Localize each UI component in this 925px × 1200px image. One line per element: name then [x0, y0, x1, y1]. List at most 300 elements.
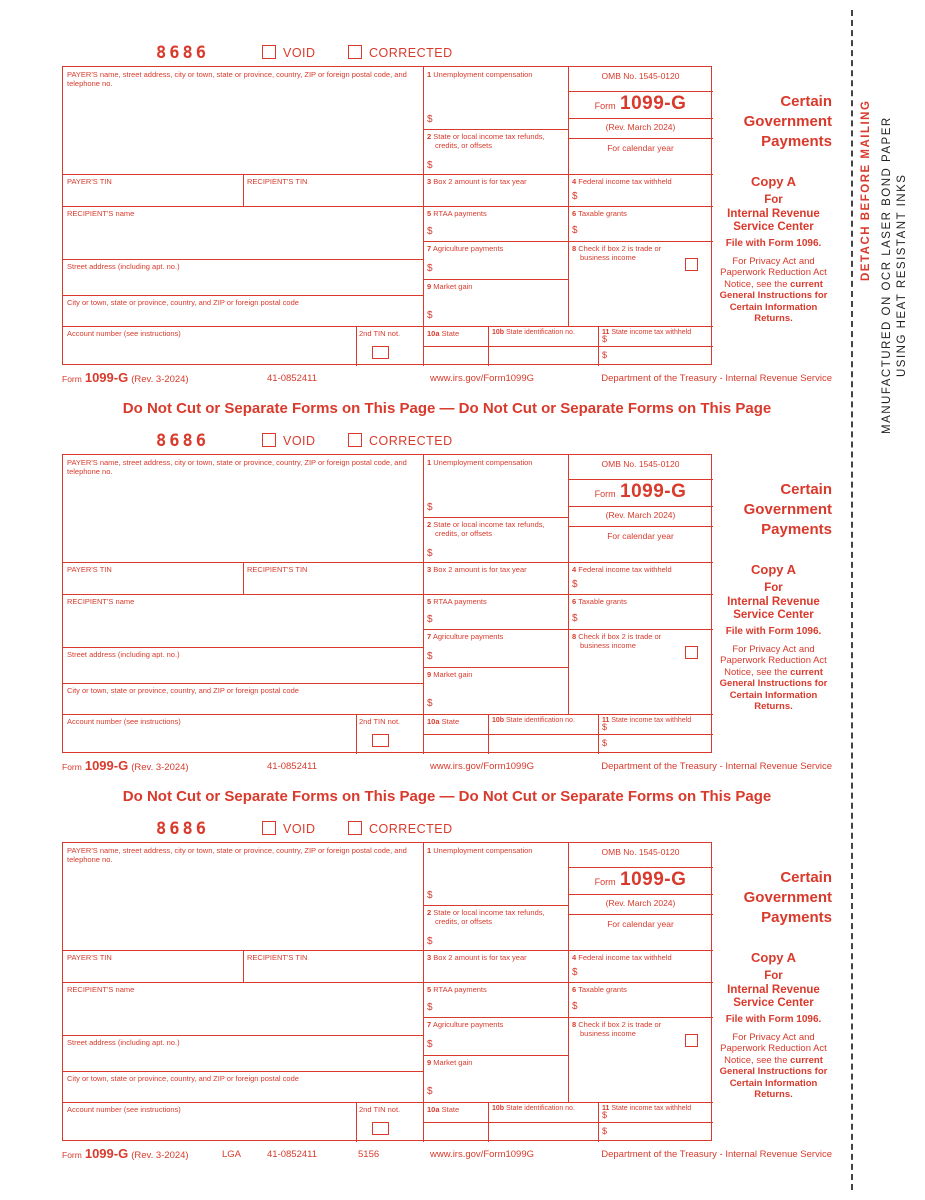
form-grid [62, 66, 712, 365]
copy-destination [715, 970, 832, 1011]
form-footer [62, 1144, 832, 1163]
box9-label [427, 282, 565, 291]
box9-number: 9 [427, 1058, 432, 1067]
grid-line [63, 1102, 713, 1103]
footer-catalog-number: 41-0852411 [267, 373, 318, 384]
footer-irs-url: www.irs.gov/Form1099G [430, 761, 535, 772]
form-number-block [569, 479, 712, 507]
box5-label [427, 209, 565, 218]
grid-line [63, 714, 713, 715]
box4-label [572, 177, 710, 186]
box1-dollar-sign: $ [427, 890, 433, 901]
form-1099g-copy [62, 42, 832, 387]
form-footer [62, 368, 832, 387]
box11-dollar-sign-1: $ [602, 722, 608, 732]
form-title: Certain Government Payments [743, 869, 832, 926]
box1-text: Unemployment compensation [433, 70, 533, 79]
box6-label [572, 597, 710, 606]
omb-number: OMB No. 1545-0120 [601, 71, 680, 81]
box10b-label [492, 329, 596, 338]
grid-line [423, 279, 568, 280]
box2-label [427, 520, 561, 539]
box5-dollar-sign: $ [427, 614, 433, 625]
footer-department: Department of the Treasury - Internal Revenue Service [601, 373, 832, 384]
box3-label [427, 565, 565, 574]
footer-form-id [62, 370, 189, 385]
corrected-checkbox[interactable] [348, 433, 362, 447]
box3-number: 3 [427, 953, 432, 962]
grid-line [63, 562, 713, 563]
manufactured-text-line1: MANUFACTURED ON OCR LASER BOND PAPER [881, 116, 893, 434]
box10a-text: State [441, 1105, 460, 1114]
box8-number: 8 [572, 1020, 577, 1029]
footer-catalog-number: 41-0852411 [267, 761, 318, 772]
void-checkbox[interactable] [262, 433, 276, 447]
payer-tin-label: PAYER'S TIN [67, 565, 112, 574]
city-label: City or town, state or province, country, and ZIP or foreign postal code [67, 298, 299, 307]
detach-before-mailing-text: DETACH BEFORE MAILING [860, 99, 872, 281]
box4-label [572, 565, 710, 574]
void-checkbox[interactable] [262, 45, 276, 59]
privacy-text: For Privacy Act and Paperwork Reduction Act Notice, see the [720, 256, 827, 290]
box9-label [427, 670, 565, 679]
copy-irs-line2: Service Center [733, 609, 814, 622]
form-footer [62, 756, 832, 775]
grid-line [423, 455, 424, 754]
box9-number: 9 [427, 282, 432, 291]
void-label: VOID [283, 822, 316, 836]
box2-text: State or local income tax refunds, credits, or offsets [433, 908, 545, 927]
box9-dollar-sign: $ [427, 310, 433, 321]
box10a-number: 10a [427, 1105, 440, 1114]
grid-line [423, 346, 713, 347]
grid-line [356, 714, 357, 754]
form-word: Form [594, 101, 616, 111]
grid-line [63, 683, 423, 684]
do-not-cut-separator: Do Not Cut or Separate Forms on This Page — Do Not Cut or Separate Forms on This Page [122, 788, 772, 805]
right-margin-column [715, 454, 832, 753]
box4-text: Federal income tax withheld [578, 953, 672, 962]
box10b-text: State identification no. [506, 1105, 575, 1112]
form-scan-code: 8686 [156, 43, 209, 63]
box6-dollar-sign: $ [572, 613, 578, 624]
copy-irs-line2: Service Center [733, 997, 814, 1010]
do-not-cut-separator: Do Not Cut or Separate Forms on This Page — Do Not Cut or Separate Forms on This Page [122, 400, 772, 417]
box5-number: 5 [427, 209, 432, 218]
second-tin-checkbox[interactable] [372, 734, 389, 747]
grid-line [423, 67, 424, 366]
footer-catalog-number: 41-0852411 [267, 1149, 318, 1160]
privacy-act-notice [715, 256, 832, 324]
box10b-text: State identification no. [506, 329, 575, 336]
box1-number: 1 [427, 70, 432, 79]
void-label: VOID [283, 46, 316, 60]
grid-line [598, 326, 599, 366]
street-address-label: Street address (including apt. no.) [67, 1038, 180, 1047]
box4-dollar-sign: $ [572, 967, 578, 978]
box5-text: RTAA payments [433, 209, 487, 218]
account-number-label: Account number (see instructions) [67, 329, 181, 338]
file-with-1096: File with Form 1096. [725, 626, 822, 637]
second-tin-checkbox[interactable] [372, 1122, 389, 1135]
right-margin-column [715, 66, 832, 365]
privacy-act-notice [715, 644, 832, 712]
box6-text: Taxable grants [578, 597, 627, 606]
footer-form-word: Form [62, 762, 82, 772]
form-1099g-copy [62, 818, 832, 1163]
footer-code-right: 5156 [358, 1149, 380, 1160]
grid-line [63, 950, 713, 951]
box3-label [427, 177, 565, 186]
box4-label [572, 953, 710, 962]
box5-label [427, 597, 565, 606]
grid-line [423, 905, 568, 906]
footer-form-id [62, 1146, 189, 1161]
copy-irs-line2: Service Center [733, 221, 814, 234]
box8-checkbox[interactable] [685, 258, 698, 271]
copy-destination [715, 194, 832, 235]
box7-label [427, 244, 565, 253]
box10a-number: 10a [427, 329, 440, 338]
box3-text: Box 2 amount is for tax year [433, 565, 527, 574]
form-number: 1099-G [620, 481, 687, 502]
corrected-checkbox[interactable] [348, 821, 362, 835]
grid-line [63, 174, 713, 175]
copy-irs-line1: Internal Revenue [727, 207, 820, 220]
footer-irs-url: www.irs.gov/Form1099G [430, 1149, 535, 1160]
form-title: Certain Government Payments [743, 93, 832, 150]
second-tin-label: 2nd TIN not. [359, 329, 401, 338]
box9-dollar-sign: $ [427, 698, 433, 709]
box8-number: 8 [572, 244, 577, 253]
box5-text: RTAA payments [433, 985, 487, 994]
grid-line [423, 517, 568, 518]
box4-dollar-sign: $ [572, 579, 578, 590]
right-margin-column [715, 842, 832, 1141]
grid-line [423, 843, 424, 1142]
box5-text: RTAA payments [433, 597, 487, 606]
box3-label [427, 953, 565, 962]
city-label: City or town, state or province, country, and ZIP or foreign postal code [67, 1074, 299, 1083]
box2-label [427, 132, 561, 151]
copy-irs-line1: Internal Revenue [727, 595, 820, 608]
footer-department: Department of the Treasury - Internal Revenue Service [601, 761, 832, 772]
grid-line [488, 714, 489, 754]
copy-irs-line1: Internal Revenue [727, 983, 820, 996]
copy-for-word: For [764, 970, 783, 982]
box9-dollar-sign: $ [427, 1086, 433, 1097]
box10b-text: State identification no. [506, 717, 575, 724]
box5-dollar-sign: $ [427, 226, 433, 237]
second-tin-label: 2nd TIN not. [359, 1105, 401, 1114]
box1-number: 1 [427, 846, 432, 855]
box10b-label [492, 717, 596, 726]
box2-text: State or local income tax refunds, credits, or offsets [433, 132, 545, 151]
grid-line [63, 1035, 423, 1036]
footer-form-id [62, 758, 189, 773]
file-with-1096: File with Form 1096. [725, 238, 822, 249]
box3-number: 3 [427, 565, 432, 574]
second-tin-checkbox[interactable] [372, 346, 389, 359]
street-address-label: Street address (including apt. no.) [67, 262, 180, 271]
box7-label [427, 632, 565, 641]
box10a-label [427, 1105, 485, 1114]
corrected-label: CORRECTED [369, 46, 453, 60]
box2-number: 2 [427, 908, 432, 917]
box4-number: 4 [572, 177, 577, 186]
privacy-text: For Privacy Act and Paperwork Reduction Act Notice, see the [720, 644, 827, 678]
privacy-bold-text: current General Instructions for Certain Information Returns. [719, 666, 828, 712]
box8-checkbox[interactable] [685, 646, 698, 659]
privacy-text: For Privacy Act and Paperwork Reduction Act Notice, see the [720, 1032, 827, 1066]
footer-form-word: Form [62, 374, 82, 384]
grid-line [243, 950, 244, 982]
box11-label [602, 1105, 710, 1114]
grid-line [568, 138, 713, 139]
revision-date: (Rev. March 2024) [605, 510, 676, 520]
box6-label [572, 985, 710, 994]
box1-number: 1 [427, 458, 432, 467]
box11-number: 11 [602, 1105, 610, 1112]
form-word: Form [594, 877, 616, 887]
box7-dollar-sign: $ [427, 1039, 433, 1050]
grid-line [63, 326, 713, 327]
box11-label [602, 717, 710, 726]
box11-dollar-sign-2: $ [602, 350, 608, 360]
box7-number: 7 [427, 244, 432, 253]
box4-text: Federal income tax withheld [578, 177, 672, 186]
account-number-label: Account number (see instructions) [67, 717, 181, 726]
box9-text: Market gain [433, 670, 473, 679]
box7-number: 7 [427, 632, 432, 641]
box2-number: 2 [427, 520, 432, 529]
box5-number: 5 [427, 985, 432, 994]
box7-dollar-sign: $ [427, 263, 433, 274]
form-grid [62, 454, 712, 753]
footer-revision: (Rev. 3-2024) [131, 374, 189, 385]
corrected-label: CORRECTED [369, 822, 453, 836]
box1-text: Unemployment compensation [433, 458, 533, 467]
privacy-act-notice [715, 1032, 832, 1100]
box10b-label [492, 1105, 596, 1114]
copy-for-word: For [764, 194, 783, 206]
footer-code-left: LGA [222, 1149, 242, 1160]
form-number: 1099-G [620, 93, 687, 114]
box11-text: State income tax withheld [611, 329, 692, 336]
box6-number: 6 [572, 985, 577, 994]
footer-revision: (Rev. 3-2024) [131, 762, 189, 773]
box8-text: Check if box 2 is trade or business income [578, 632, 662, 651]
box9-text: Market gain [433, 282, 473, 291]
box2-dollar-sign: $ [427, 936, 433, 947]
box2-dollar-sign: $ [427, 160, 433, 171]
grid-line [423, 1055, 568, 1056]
grid-line [598, 1102, 599, 1142]
grid-line [423, 734, 713, 735]
footer-form-word: Form [62, 1150, 82, 1160]
box1-label [427, 846, 565, 855]
calendar-year-label: For calendar year [607, 919, 674, 929]
city-label: City or town, state or province, country, and ZIP or foreign postal code [67, 686, 299, 695]
box9-text: Market gain [433, 1058, 473, 1067]
grid-line [63, 295, 423, 296]
void-checkbox[interactable] [262, 821, 276, 835]
box3-text: Box 2 amount is for tax year [433, 953, 527, 962]
box10a-text: State [441, 717, 460, 726]
form-number: 1099-G [620, 869, 687, 890]
box6-number: 6 [572, 209, 577, 218]
box11-dollar-sign-2: $ [602, 738, 608, 748]
grid-line [423, 667, 568, 668]
second-tin-label: 2nd TIN not. [359, 717, 401, 726]
corrected-label: CORRECTED [369, 434, 453, 448]
box10b-number: 10b [492, 1105, 505, 1112]
box7-text: Agriculture payments [432, 1020, 504, 1029]
recipient-name-label: RECIPIENT'S name [67, 985, 135, 994]
form-grid [62, 842, 712, 1141]
box7-label [427, 1020, 565, 1029]
box11-label [602, 329, 710, 338]
form-1099g-copy [62, 430, 832, 775]
box8-label [572, 632, 678, 651]
manufactured-text-line2: USING HEAT RESISTANT INKS [896, 173, 908, 377]
recipient-name-label: RECIPIENT'S name [67, 209, 135, 218]
box8-checkbox[interactable] [685, 1034, 698, 1047]
box11-number: 11 [602, 329, 610, 336]
grid-line [423, 129, 568, 130]
copy-for-word: For [764, 582, 783, 594]
box6-dollar-sign: $ [572, 225, 578, 236]
payer-tin-label: PAYER'S TIN [67, 953, 112, 962]
box10a-number: 10a [427, 717, 440, 726]
grid-line [568, 526, 713, 527]
box9-label [427, 1058, 565, 1067]
box9-number: 9 [427, 670, 432, 679]
form-number-block [569, 867, 712, 895]
revision-date: (Rev. March 2024) [605, 898, 676, 908]
box8-text: Check if box 2 is trade or business income [578, 1020, 662, 1039]
form-title: Certain Government Payments [743, 481, 832, 538]
calendar-year-label: For calendar year [607, 531, 674, 541]
footer-revision: (Rev. 3-2024) [131, 1150, 189, 1161]
footer-department: Department of the Treasury - Internal Revenue Service [601, 1149, 832, 1160]
footer-form-number: 1099-G [84, 370, 129, 385]
box8-label [572, 244, 678, 263]
box4-number: 4 [572, 565, 577, 574]
omb-number: OMB No. 1545-0120 [601, 847, 680, 857]
corrected-checkbox[interactable] [348, 45, 362, 59]
form-scan-code: 8686 [156, 431, 209, 451]
box6-text: Taxable grants [578, 985, 627, 994]
privacy-bold-text: current General Instructions for Certain Information Returns. [719, 278, 828, 324]
grid-line [488, 1102, 489, 1142]
box5-dollar-sign: $ [427, 1002, 433, 1013]
box11-dollar-sign-1: $ [602, 1110, 608, 1120]
footer-irs-url: www.irs.gov/Form1099G [430, 373, 535, 384]
payer-tin-label: PAYER'S TIN [67, 177, 112, 186]
box8-text: Check if box 2 is trade or business income [578, 244, 662, 263]
box6-dollar-sign: $ [572, 1001, 578, 1012]
box4-number: 4 [572, 953, 577, 962]
revision-date: (Rev. March 2024) [605, 122, 676, 132]
box8-label [572, 1020, 678, 1039]
footer-form-number: 1099-G [84, 758, 129, 773]
grid-line [243, 174, 244, 206]
grid-line [356, 326, 357, 366]
box7-dollar-sign: $ [427, 651, 433, 662]
grid-line [63, 206, 713, 207]
box6-text: Taxable grants [578, 209, 627, 218]
box11-dollar-sign-2: $ [602, 1126, 608, 1136]
copy-a-label: Copy A [750, 174, 797, 189]
box2-number: 2 [427, 132, 432, 141]
account-number-label: Account number (see instructions) [67, 1105, 181, 1114]
box1-dollar-sign: $ [427, 114, 433, 125]
grid-line [423, 1122, 713, 1123]
recipient-tin-label: RECIPIENT'S TIN [247, 953, 308, 962]
payer-info-label: PAYER'S name, street address, city or town, state or province, country, ZIP or foreign postal code, and telephone no. [67, 458, 407, 477]
box2-dollar-sign: $ [427, 548, 433, 559]
void-label: VOID [283, 434, 316, 448]
box10a-label [427, 329, 485, 338]
file-with-1096: File with Form 1096. [725, 1014, 822, 1025]
grid-line [63, 594, 713, 595]
box3-text: Box 2 amount is for tax year [433, 177, 527, 186]
copy-a-label: Copy A [750, 562, 797, 577]
copy-destination [715, 582, 832, 623]
grid-line [63, 647, 423, 648]
box8-number: 8 [572, 632, 577, 641]
box11-text: State income tax withheld [611, 1105, 692, 1112]
box1-dollar-sign: $ [427, 502, 433, 513]
payer-info-label: PAYER'S name, street address, city or town, state or province, country, ZIP or foreign postal code, and telephone no. [67, 846, 407, 865]
omb-number: OMB No. 1545-0120 [601, 459, 680, 469]
grid-line [63, 1071, 423, 1072]
box10b-number: 10b [492, 329, 505, 336]
box2-label [427, 908, 561, 927]
grid-line [63, 982, 713, 983]
box10b-number: 10b [492, 717, 505, 724]
form-scan-code: 8686 [156, 819, 209, 839]
footer-form-number: 1099-G [84, 1146, 129, 1161]
box7-number: 7 [427, 1020, 432, 1029]
box4-text: Federal income tax withheld [578, 565, 672, 574]
box6-label [572, 209, 710, 218]
box7-text: Agriculture payments [432, 632, 504, 641]
box2-text: State or local income tax refunds, credits, or offsets [433, 520, 545, 539]
box10a-label [427, 717, 485, 726]
grid-line [243, 562, 244, 594]
box5-label [427, 985, 565, 994]
recipient-name-label: RECIPIENT'S name [67, 597, 135, 606]
privacy-bold-text: current General Instructions for Certain Information Returns. [719, 1054, 828, 1100]
street-address-label: Street address (including apt. no.) [67, 650, 180, 659]
perforation-dashed-line [851, 10, 853, 1190]
box3-number: 3 [427, 177, 432, 186]
forms-column [62, 42, 832, 1163]
recipient-tin-label: RECIPIENT'S TIN [247, 565, 308, 574]
box11-text: State income tax withheld [611, 717, 692, 724]
copy-a-label: Copy A [750, 950, 797, 965]
box1-label [427, 458, 565, 467]
form-word: Form [594, 489, 616, 499]
box1-text: Unemployment compensation [433, 846, 533, 855]
grid-line [598, 714, 599, 754]
payer-info-label: PAYER'S name, street address, city or town, state or province, country, ZIP or foreign postal code, and telephone no. [67, 70, 407, 89]
box11-dollar-sign-1: $ [602, 334, 608, 344]
grid-line [63, 259, 423, 260]
box4-dollar-sign: $ [572, 191, 578, 202]
